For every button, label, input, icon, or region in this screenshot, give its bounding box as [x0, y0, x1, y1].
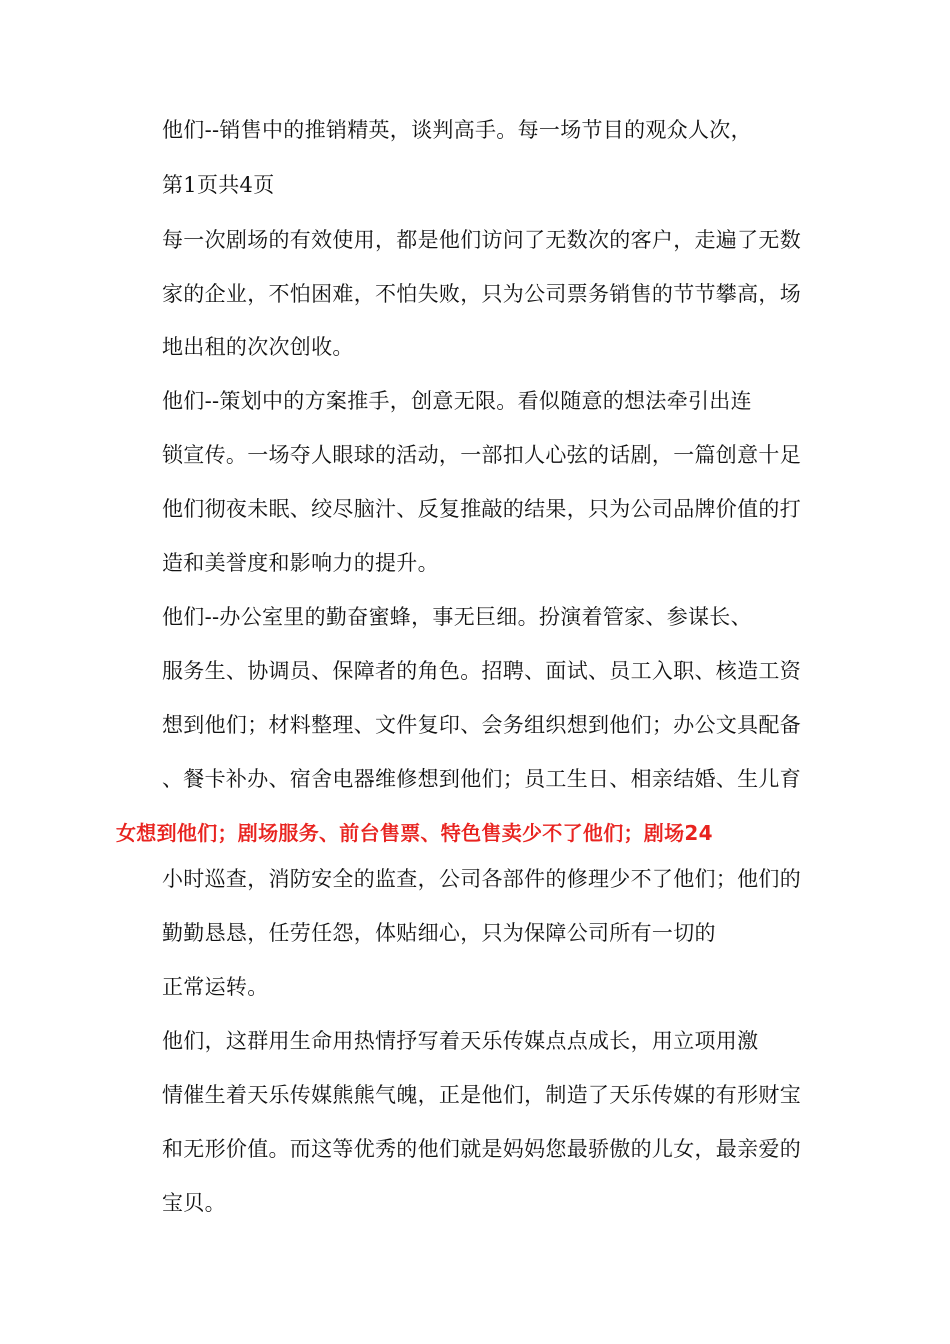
text-line: 每一次剧场的有效使用，都是他们访问了无数次的客户，走遍了无数	[162, 228, 801, 252]
text-line: 和无形价值。而这等优秀的他们就是妈妈您最骄傲的儿女，最亲爱的	[162, 1137, 801, 1161]
page-number: 第1页共4页	[162, 173, 275, 197]
text-line: 他们--策划中的方案推手，创意无限。看似随意的想法牵引出连	[162, 389, 752, 413]
text-line: 家的企业，不怕困难，不怕失败，只为公司票务销售的节节攀高，场	[162, 282, 801, 306]
text-line: 勤勤恳恳，任劳任怨，体贴细心，只为保障公司所有一切的	[162, 921, 716, 945]
text-line: 地出租的次次创收。	[162, 335, 354, 359]
text-line: 、餐卡补办、宿舍电器维修想到他们；员工生日、相亲结婚、生儿育	[162, 767, 801, 791]
text-line: 情催生着天乐传媒熊熊气魄，正是他们，制造了天乐传媒的有形财宝	[162, 1083, 801, 1107]
text-line: 他们彻夜未眠、绞尽脑汁、反复推敲的结果，只为公司品牌价值的打	[162, 497, 801, 521]
text-line: 小时巡查，消防安全的监查，公司各部件的修理少不了他们；他们的	[162, 867, 801, 891]
text-line: 造和美誉度和影响力的提升。	[162, 551, 439, 575]
text-line: 服务生、协调员、保障者的角色。招聘、面试、员工入职、核造工资	[162, 659, 801, 683]
text-line: 宝贝。	[162, 1191, 226, 1215]
text-line: 想到他们；材料整理、文件复印、会务组织想到他们；办公文具配备	[162, 713, 801, 737]
text-line: 他们--办公室里的勤奋蜜蜂，事无巨细。扮演着管家、参谋长、	[162, 605, 752, 629]
text-line: 他们，这群用生命用热情抒写着天乐传媒点点成长，用立项用激	[162, 1029, 759, 1053]
highlighted-text-line: 女想到他们；剧场服务、前台售票、特色售卖少不了他们；剧场24	[116, 821, 713, 845]
text-line: 锁宣传。一场夺人眼球的活动，一部扣人心弦的话剧，一篇创意十足	[162, 443, 801, 467]
text-line: 正常运转。	[162, 975, 269, 999]
text-line: 他们--销售中的推销精英，谈判高手。每一场节目的观众人次，	[162, 118, 752, 142]
